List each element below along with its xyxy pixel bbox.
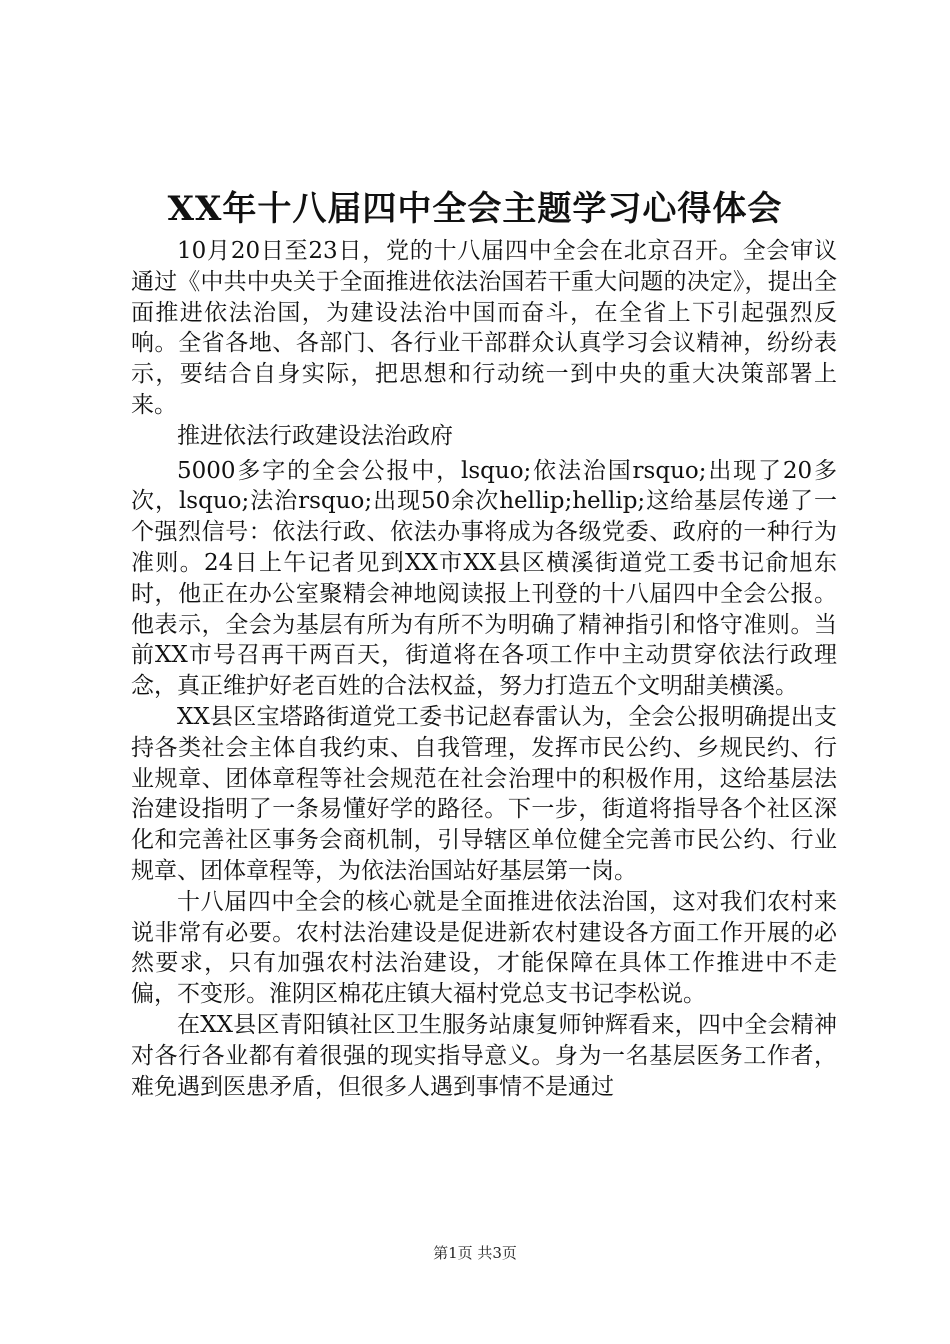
paragraph-baota-road: XX县区宝塔路街道党工委书记赵春雷认为，全会公报明确提出支持各类社会主体自我约束、自我管理，发挥市民公约、乡规民约、行业规章、团体章程等社会规范在社会治理中的积极作用，这给基层法治建设指明了一条易懂好学的路径。下一步，街道将指导各个社区深化和完善社区事务会商机制，引导辖区单位健全完善市民公约、行业规章、团体章程等，为依法治国站好基层第一岗。 xyxy=(131,703,837,884)
document-body xyxy=(131,236,837,1102)
paragraph-communique: 5000多字的全会公报中，lsquo;依法治国rsquo;出现了20多次，lsquo;法治rsquo;出现50余次hellip;hellip;这给基层传递了一个强烈信号：依法行政、依法办事将成为各级党委、政府的一种行为准则。24日上午记者见到XX市XX县区横溪街道党工委书记俞旭东时，他正在办公室聚精会神地阅读报上刊登的十八届四中全会公报。他表示，全会为基层有所为有所不为明确了精神指引和恪守准则。当前XX市号召再干两百天，街道将在各项工作中主动贯穿依法行政理念，真正维护好老百姓的合法权益，努力打造五个文明甜美横溪。 xyxy=(131,457,837,700)
section-heading: 推进依法行政建设法治政府 xyxy=(177,422,453,449)
page-number-footer: 第1页 共3页 xyxy=(433,1244,517,1262)
document-title: XX年十八届四中全会主题学习心得体会 xyxy=(167,189,783,229)
paragraph-qingyang-clinic: 在XX县区青阳镇社区卫生服务站康复师钟辉看来，四中全会精神对各行各业都有着很强的现实指导意义。身为一名基层医务工作者，难免遇到医患矛盾，但很多人遇到事情不是通过 xyxy=(131,1011,837,1100)
paragraph-intro: 10月20日至23日，党的十八届四中全会在北京召开。全会审议通过《中共中央关于全面推进依法治国若干重大问题的决定》，提出全面推进依法治国，为建设法治中国而奋斗，在全省上下引起强烈反响。全省各地、各部门、各行业干部群众认真学习会议精神，纷纷表示，要结合自身实际，把思想和行动统一到中央的重大决策部署上来。 xyxy=(131,238,837,418)
paragraph-rural-rule-of-law: 十八届四中全会的核心就是全面推进依法治国，这对我们农村来说非常有必要。农村法治建设是促进新农村建设各方面工作开展的必然要求，只有加强农村法治建设，才能保障在具体工作推进中不走偏，不变形。淮阴区棉花庄镇大福村党总支书记李松说。 xyxy=(131,888,837,1008)
